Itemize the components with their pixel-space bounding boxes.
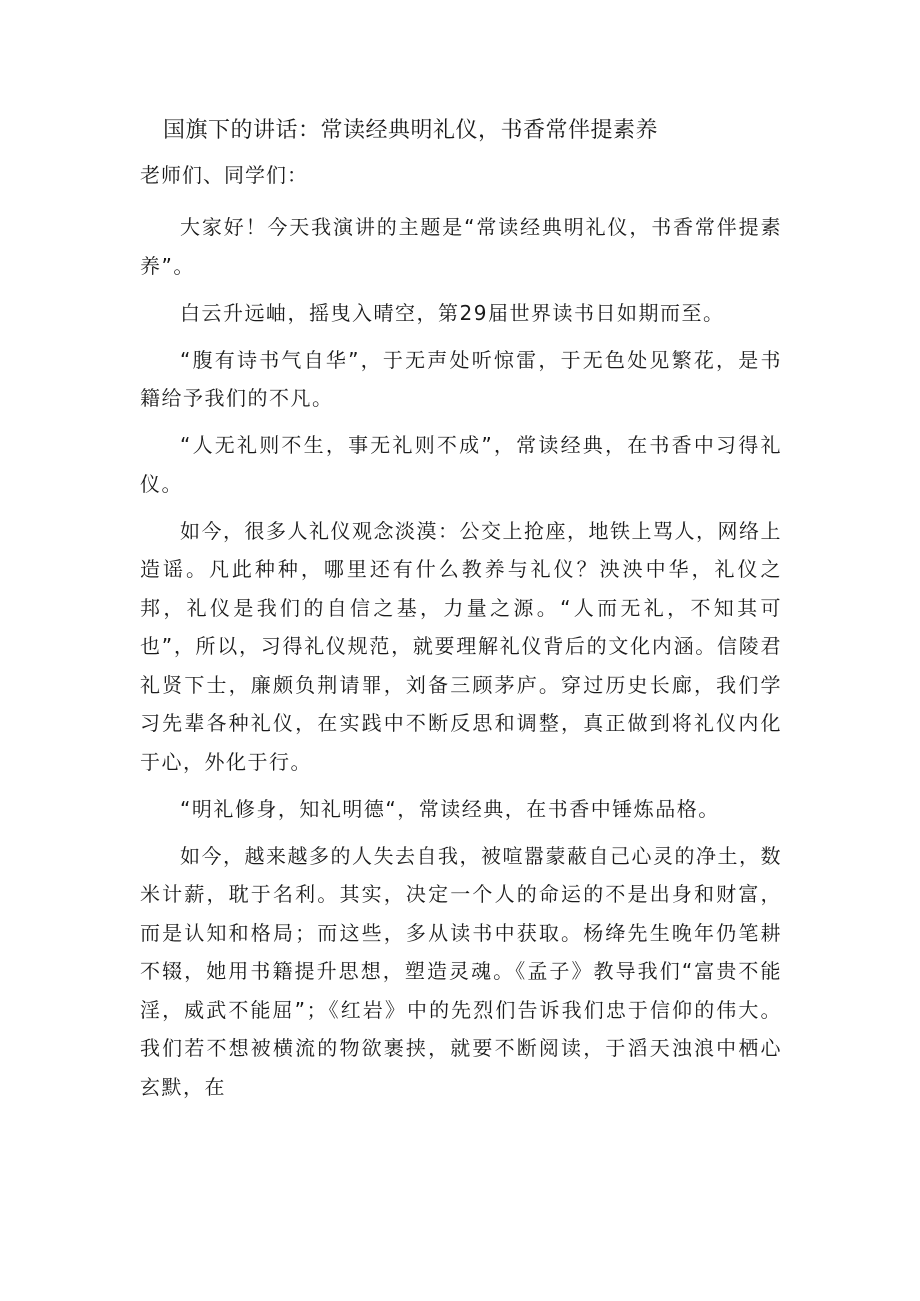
paragraph: 白云升远岫，摇曳入晴空，第29届世界读书日如期而至。 <box>180 300 725 325</box>
paragraph: 如今，越来越多的人失去自我，被喧嚣蒙蔽自己心灵的净土，数米计薪，耽于名利。其实，决定一个人的命运的不是出身和财富，而是认知和格局；而这些，多从读书中获取。杨绛先生晚年仍笔耕不辍，她用书籍提升思想，塑造灵魂。《孟子》教导我们“富贵不能淫，威武不能屈”；《红岩》中的先烈们告诉我们忠于信仰的伟大。我们若不想被横流的物欲裹挟，就要不断阅读，于滔天浊浪中栖心玄默，在 <box>140 843 782 1099</box>
paragraph: “人无礼则不生，事无礼则不成”，常读经典，在书香中习得礼仪。 <box>140 433 782 496</box>
paragraph: “明礼修身，知礼明德“，常读经典，在书香中锤炼品格。 <box>180 796 720 821</box>
document-body <box>140 208 782 1115</box>
paragraph: 大家好！今天我演讲的主题是“常读经典明礼仪，书香常伴提素养”。 <box>140 215 782 278</box>
paragraph: “腹有诗书气自华”，于无声处听惊雷，于无色处见繁花，是书籍给予我们的不凡。 <box>140 347 782 410</box>
document-title: 国旗下的讲话：常读经典明礼仪，书香常伴提素养 <box>163 118 659 143</box>
paragraph: 如今，很多人礼仪观念淡漠：公交上抢座，地铁上骂人，网络上造谣。凡此种种，哪里还有什么教养与礼仪？泱泱中华，礼仪之邦，礼仪是我们的自信之基，力量之源。“人而无礼，不知其可也”，所以，习得礼仪规范，就要理解礼仪背后的文化内涵。信陵君礼贤下士，廉颇负荆请罪，刘备三顾茅庐。穿过历史长廊，我们学习先辈各种礼仪，在实践中不断反思和调整，真正做到将礼仪内化于心，外化于行。 <box>140 518 782 774</box>
salutation: 老师们、同学们： <box>140 163 308 187</box>
